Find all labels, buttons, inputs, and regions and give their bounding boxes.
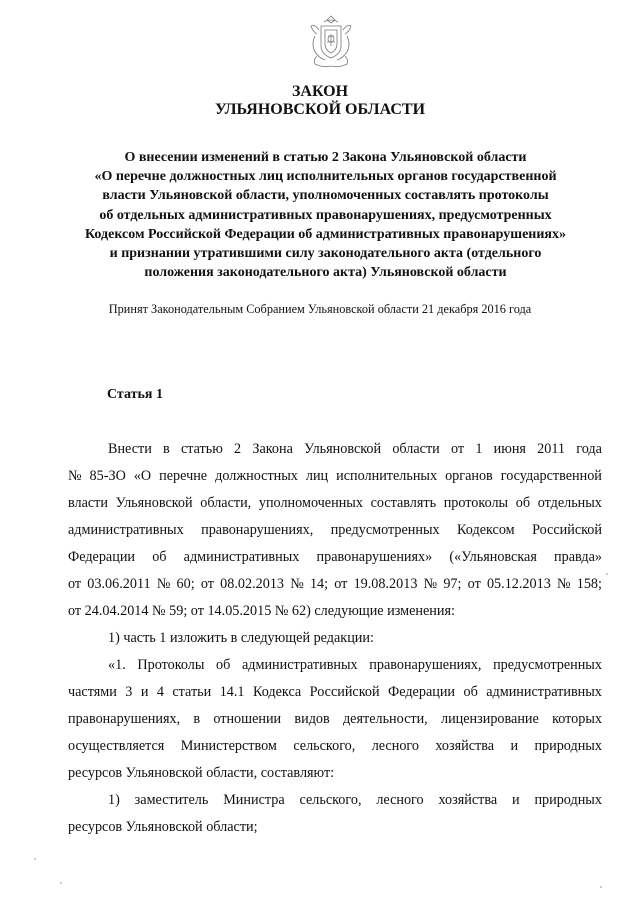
- word: статью: [180, 441, 223, 457]
- word: Федерации: [388, 684, 456, 700]
- word: осуществляется: [68, 738, 165, 754]
- word: 97;: [443, 576, 462, 592]
- law-heading: [48, 148, 603, 282]
- word: предусмотренных: [493, 657, 602, 673]
- word: Кодекса: [252, 684, 302, 700]
- word: области: [392, 441, 440, 457]
- heading-line: об отдельных административных правонарушениях, предусмотренных: [99, 207, 552, 223]
- word: 60;: [176, 576, 195, 592]
- word: от: [200, 576, 214, 592]
- word: административных: [241, 657, 358, 673]
- word: 14;: [309, 576, 329, 592]
- word: 14.1: [219, 684, 245, 700]
- word: правонарушениях»: [316, 549, 433, 565]
- word: перечне: [159, 468, 208, 484]
- paragraph-line: 1) часть 1 изложить в следующей редакции:: [108, 630, 374, 646]
- article-title: Статья 1: [107, 387, 163, 402]
- heading-line: положения законодательного акта) Ульяновской области: [144, 265, 507, 281]
- word: №: [290, 576, 304, 592]
- word: заместитель: [134, 792, 209, 808]
- word: об: [152, 549, 167, 565]
- word: 1): [108, 792, 120, 808]
- heading-line: О внесении изменений в статью 2 Закона Ульяновской области: [124, 150, 527, 165]
- word: от: [450, 441, 465, 457]
- word: в: [193, 711, 201, 727]
- word: видов: [294, 711, 330, 727]
- word: Внести: [108, 441, 152, 457]
- word: и: [512, 792, 520, 808]
- word: («Ульяновская: [449, 549, 537, 565]
- word: от: [467, 576, 481, 592]
- paragraph-line: [68, 463, 602, 490]
- paragraph-line: ресурсов Ульяновской области;: [68, 819, 258, 835]
- word: лесного: [376, 792, 424, 808]
- word: деятельности,: [342, 711, 428, 727]
- word: об: [515, 495, 531, 511]
- word: 85-ЗО: [89, 468, 126, 484]
- paragraph-line: [68, 571, 602, 598]
- paragraph-line: [68, 706, 602, 733]
- paragraph-line: [68, 679, 602, 706]
- word: уполномоченных: [258, 495, 363, 511]
- word: исполнительных: [336, 468, 438, 484]
- word: предусмотренных: [330, 522, 440, 538]
- word: природных: [534, 738, 602, 754]
- word: природных: [534, 792, 602, 808]
- paragraph-line: [68, 490, 602, 517]
- word: правонарушениях,: [201, 522, 314, 538]
- word: года: [576, 441, 602, 457]
- heading-line: власти Ульяновской области, уполномоченных составлять протоколы: [102, 188, 549, 204]
- word: Закона: [252, 441, 293, 457]
- word: административных: [183, 549, 300, 565]
- word: правонарушениях,: [68, 711, 181, 727]
- scan-speck: [600, 886, 602, 888]
- word: «1.: [108, 657, 126, 673]
- word: 2: [234, 441, 242, 457]
- word: №: [556, 576, 571, 592]
- word: составлять: [370, 495, 437, 511]
- word: административных: [68, 522, 184, 538]
- word: Протоколы: [137, 657, 205, 673]
- word: Министерством: [180, 738, 277, 754]
- paragraph-line: [68, 544, 602, 571]
- word: 08.02.2013: [220, 576, 285, 592]
- article-body: [68, 436, 602, 841]
- word: органов: [445, 468, 493, 484]
- word: сельского,: [293, 738, 356, 754]
- word: и: [140, 684, 149, 700]
- word: 03.06.2011: [87, 576, 151, 592]
- word: об: [216, 657, 231, 673]
- word: Министра: [223, 792, 285, 808]
- word: июня: [493, 441, 526, 457]
- word: 158;: [576, 576, 602, 592]
- paragraph-line: [68, 517, 602, 544]
- paragraph-line: [68, 436, 602, 463]
- word: Ульяновской: [115, 495, 193, 511]
- word: лиц: [305, 468, 329, 484]
- paragraph-line: [68, 652, 602, 679]
- word: 1: [475, 441, 483, 457]
- word: Федерации: [68, 549, 136, 565]
- paragraph-line: [68, 787, 602, 814]
- word: в: [163, 441, 170, 457]
- word: государственной: [500, 468, 602, 484]
- word: частями: [68, 684, 117, 700]
- coat-of-arms-emblem: [305, 12, 357, 70]
- word: должностных: [215, 468, 298, 484]
- word: об: [463, 684, 478, 700]
- word: хозяйства: [435, 738, 495, 754]
- word: сельского,: [299, 792, 362, 808]
- word: №: [156, 576, 171, 592]
- adoption-note: Принят Законодательным Собранием Ульяновской области 21 декабря 2016 года: [108, 302, 532, 316]
- word: «О: [133, 468, 152, 484]
- word: административных: [486, 684, 602, 700]
- word: отдельных: [537, 495, 602, 511]
- word: власти: [68, 495, 108, 511]
- word: Российской: [309, 684, 380, 700]
- word: 4: [156, 684, 164, 700]
- word: Ульяновской: [304, 441, 382, 457]
- scan-speck: [34, 858, 36, 860]
- heading-line: «О перечне должностных лиц исполнительных органов государственной: [94, 169, 557, 185]
- paragraph-line: от 24.04.2014 № 59; от 14.05.2015 № 62) следующие изменения:: [68, 603, 455, 619]
- paragraph-line: [68, 733, 602, 760]
- word: лесного: [371, 738, 419, 754]
- word: статьи: [172, 684, 212, 700]
- law-title: ЗАКОН: [291, 83, 349, 100]
- word: Российской: [532, 522, 602, 538]
- word: хозяйства: [438, 792, 498, 808]
- word: 3: [125, 684, 133, 700]
- word: протоколы: [443, 495, 509, 511]
- word: 05.12.2013: [486, 576, 551, 592]
- word: от: [334, 576, 348, 592]
- word: правонарушениях,: [369, 657, 482, 673]
- heading-line: Кодексом Российской Федерации об административных правонарушениях»: [84, 226, 567, 242]
- word: которых: [552, 711, 602, 727]
- heading-line: и признании утратившими силу законодательного акта (отдельного: [109, 246, 542, 262]
- scan-speck: [606, 573, 608, 575]
- word: правда»: [554, 549, 602, 565]
- word: 2011: [537, 441, 566, 457]
- scan-speck: [60, 882, 62, 884]
- word: Кодексом: [457, 522, 515, 538]
- word: области,: [200, 495, 252, 511]
- word: отношении: [213, 711, 282, 727]
- word: №: [423, 576, 438, 592]
- law-region: УЛЬЯНОВСКОЙ ОБЛАСТИ: [214, 101, 426, 118]
- word: №: [68, 468, 82, 484]
- word: и: [510, 738, 519, 754]
- word: 19.08.2013: [353, 576, 418, 592]
- word: от: [68, 576, 82, 592]
- paragraph-line: ресурсов Ульяновской области, составляют:: [68, 765, 335, 781]
- word: лицензирование: [440, 711, 539, 727]
